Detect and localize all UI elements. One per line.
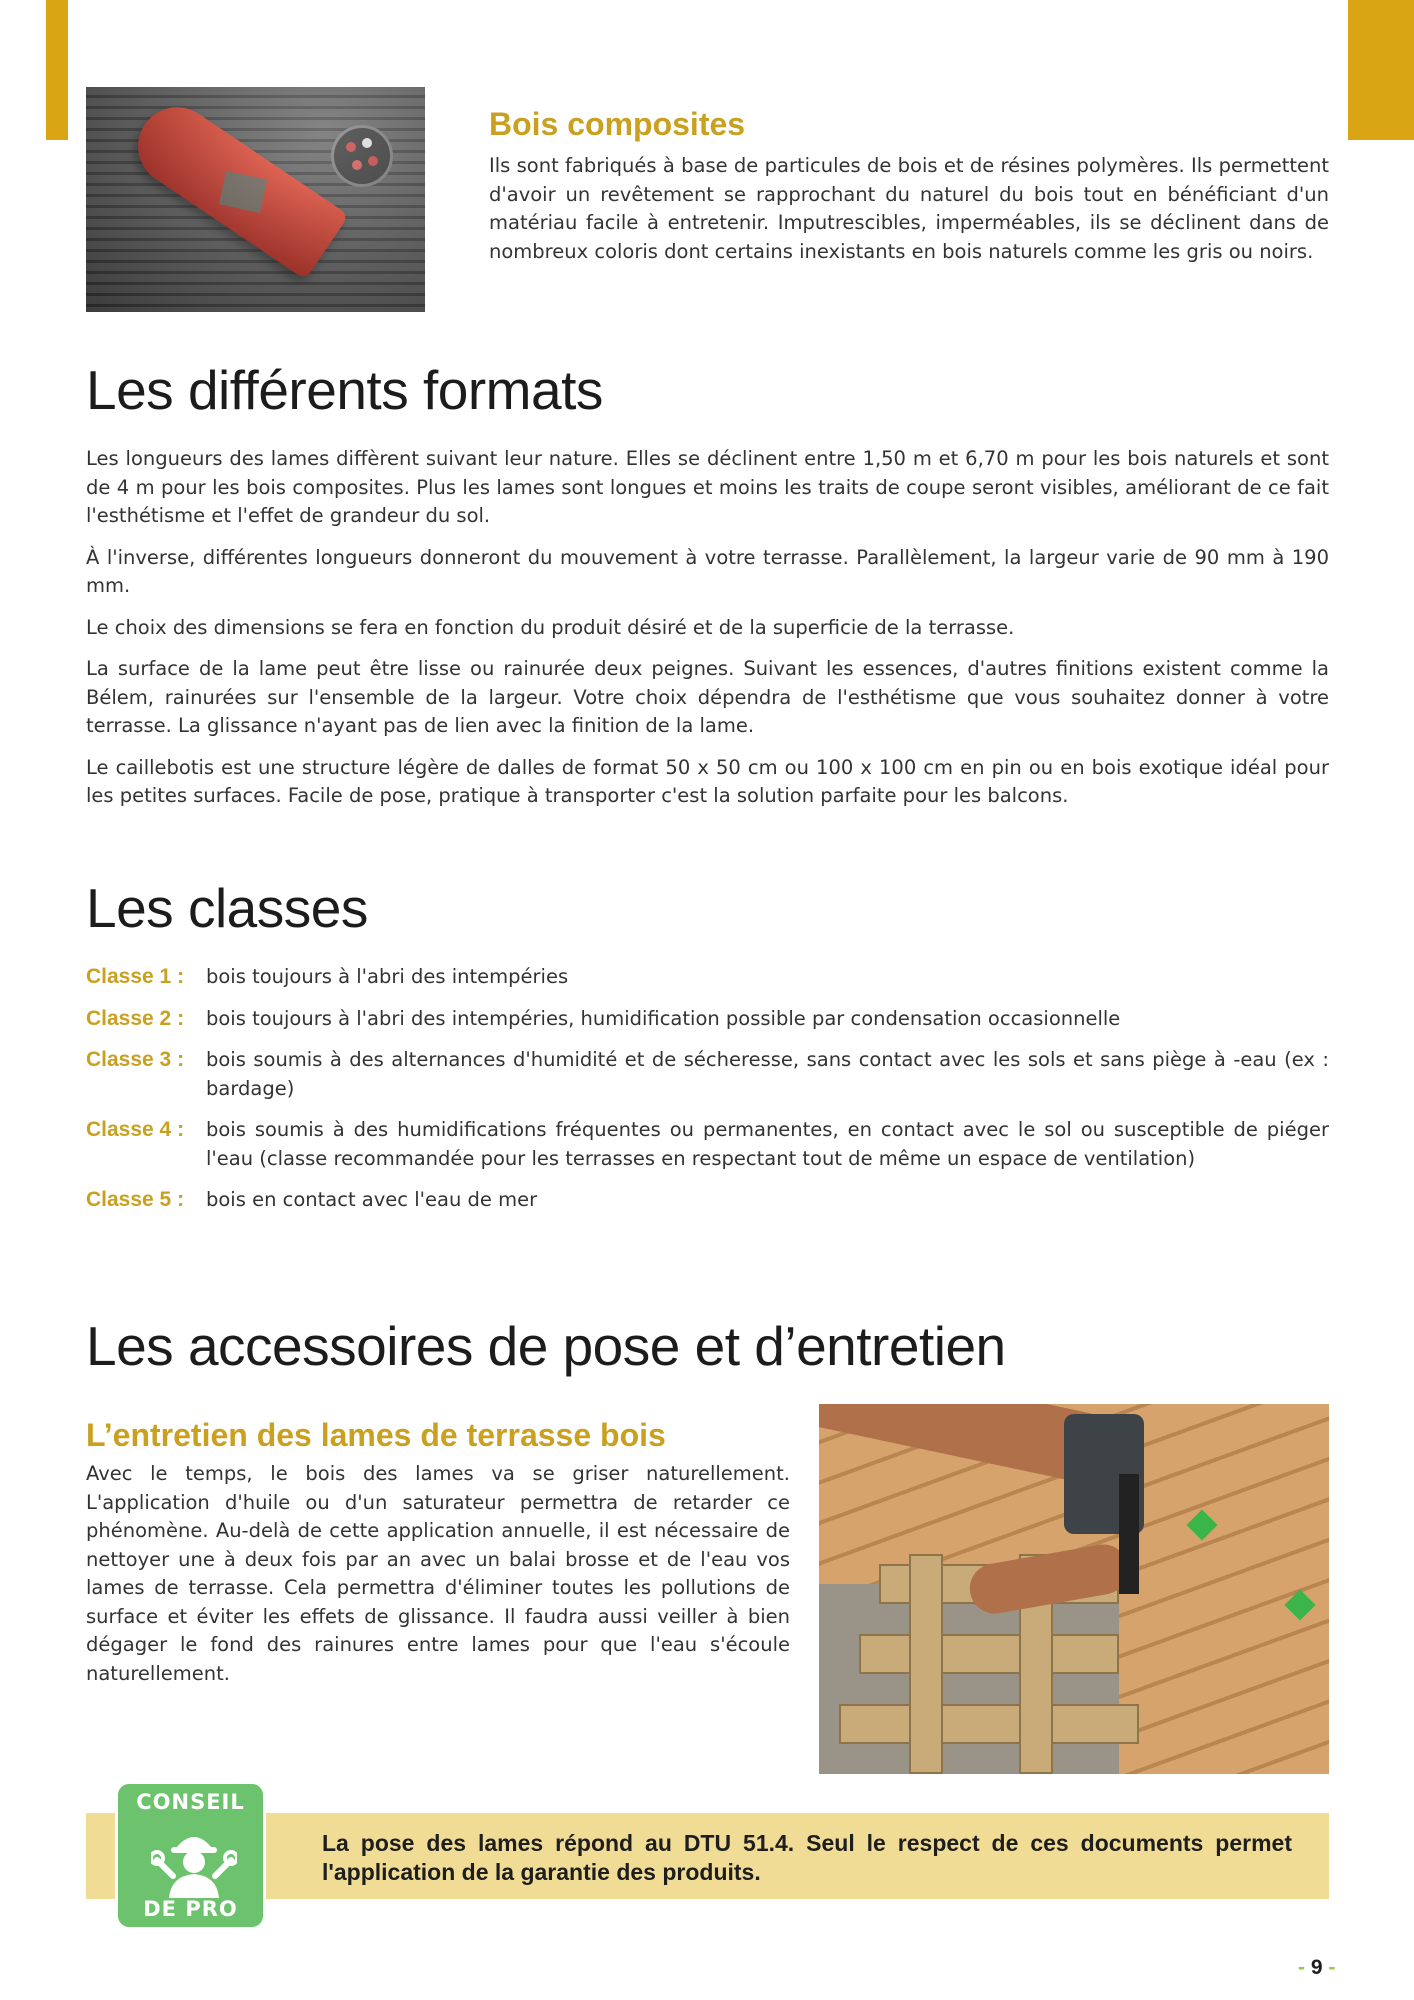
- badge-top-label: CONSEIL: [136, 1790, 245, 1814]
- entretien-text: Avec le temps, le bois des lames va se griser naturellement. L'application d'huile ou d'un saturateur permettra de retarder ce phénomène. Au-delà de cette application annuelle, il est nécessaire de nettoyer une à deux fois par an avec un balai brosse et de l'eau vos lames de terrasse. Cela permettra d'éliminer toutes les pollutions de surface et éviter les effets de glissance. Il faudra aussi veiller à bien dégager le fond des rainures entre lames pour que l'eau s'écoule naturellement.: [86, 1462, 790, 1685]
- accessoires-heading: Les accessoires de pose et d’entretien: [86, 1315, 1006, 1377]
- class-description: bois en contact avec l'eau de mer: [206, 1188, 538, 1211]
- classes-list: [86, 963, 1329, 1228]
- class-item: [86, 963, 1329, 992]
- class-item: [86, 1186, 1329, 1215]
- formats-paragraph: La surface de la lame peut être lisse ou rainurée deux peignes. Suivant les essences, d'autres finitions existent comme la Bélem, rainurées sur l'ensemble de la largeur. Votre choix dépendra de l'esthétisme que vous souhaitez donner à votre terrasse. La glissance n'ayant pas de lien avec la finition de la lame.: [86, 657, 1329, 737]
- badge-bottom-label: DE PRO: [143, 1897, 238, 1921]
- class-item: [86, 1046, 1329, 1103]
- class-description: bois toujours à l'abri des intempéries, humidification possible par condensation occasionnelle: [206, 1006, 1121, 1030]
- formats-paragraph: À l'inverse, différentes longueurs donneront du mouvement à votre terrasse. Parallèlement, la largeur varie de 90 mm à 190 mm.: [86, 545, 1329, 597]
- formats-paragraph: Le caillebotis est une structure légère de dalles de format 50 x 50 cm ou 100 x 100 cm en pin ou en bois exotique idéal pour les petites surfaces. Facile de pose, pratique à transporter c'est la solution parfaite pour les balcons.: [86, 755, 1329, 807]
- classes-heading: Les classes: [86, 877, 368, 939]
- page-number: [1298, 1956, 1335, 1980]
- formats-body: [86, 445, 1329, 824]
- bois-composites-text: Ils sont fabriqués à base de particules de bois et de résines polymères. Ils permettent d'avoir un revêtement se rapprochant du naturel du bois tout en bénéficiant d'un matériau facile à entretenir. Imputrescibles, imperméables, ils se déclinent dans de nombreux coloris dont certains inexistants en bois naturels comme les gris ou noirs.: [489, 154, 1329, 263]
- page-number-dash: -: [1328, 1956, 1336, 1979]
- worker-icon: [151, 1818, 237, 1898]
- formats-paragraph: Le choix des dimensions se fera en fonction du produit désiré et de la superficie de la terrasse.: [86, 615, 1015, 639]
- formats-heading: Les différents formats: [86, 359, 603, 421]
- formats-paragraph: Les longueurs des lames diffèrent suivant leur nature. Elles se déclinent entre 1,50 m et 6,70 m pour les bois naturels et sont de 4 m pour les bois composites. Plus les lames sont longues et moins les traits de coupe seront visibles, améliorant de ce fait l'esthétisme et l'effet de grandeur du sol.: [86, 447, 1329, 527]
- page-number-dash: -: [1298, 1956, 1305, 1979]
- conseil-de-pro-badge: [115, 1781, 266, 1930]
- class-label: Classe 4 :: [86, 1118, 185, 1141]
- class-item: [86, 1116, 1329, 1173]
- accent-tab-left: [46, 0, 68, 140]
- composite-deck-photo: [86, 87, 425, 312]
- class-label: Classe 2 :: [86, 1006, 185, 1030]
- class-item: [86, 1005, 1329, 1034]
- conseil-text: La pose des lames répond au DTU 51.4. Seul le respect de ces documents permet l'application de la garantie des produits.: [322, 1830, 1292, 1885]
- class-label: Classe 1 :: [86, 965, 185, 988]
- accent-tab-right: [1348, 0, 1414, 140]
- bois-composites-title: Bois composites: [489, 106, 746, 142]
- class-label: Classe 5 :: [86, 1188, 185, 1211]
- deck-installation-photo: [819, 1404, 1329, 1774]
- class-description: bois toujours à l'abri des intempéries: [206, 965, 569, 988]
- class-label: Classe 3 :: [86, 1048, 185, 1071]
- class-description: bois soumis à des alternances d'humidité et de sécheresse, sans contact avec les sols et sans piège à -eau (ex : bardage): [206, 1048, 1329, 1100]
- entretien-subheading: L’entretien des lames de terrasse bois: [86, 1417, 666, 1453]
- class-description: bois soumis à des humidifications fréquentes ou permanentes, en contact avec le sol ou susceptible de piéger l'eau (classe recommandée pour les terrasses en respectant tout de même un espace de ventilation): [206, 1118, 1329, 1170]
- page-number-value: 9: [1310, 1956, 1323, 1979]
